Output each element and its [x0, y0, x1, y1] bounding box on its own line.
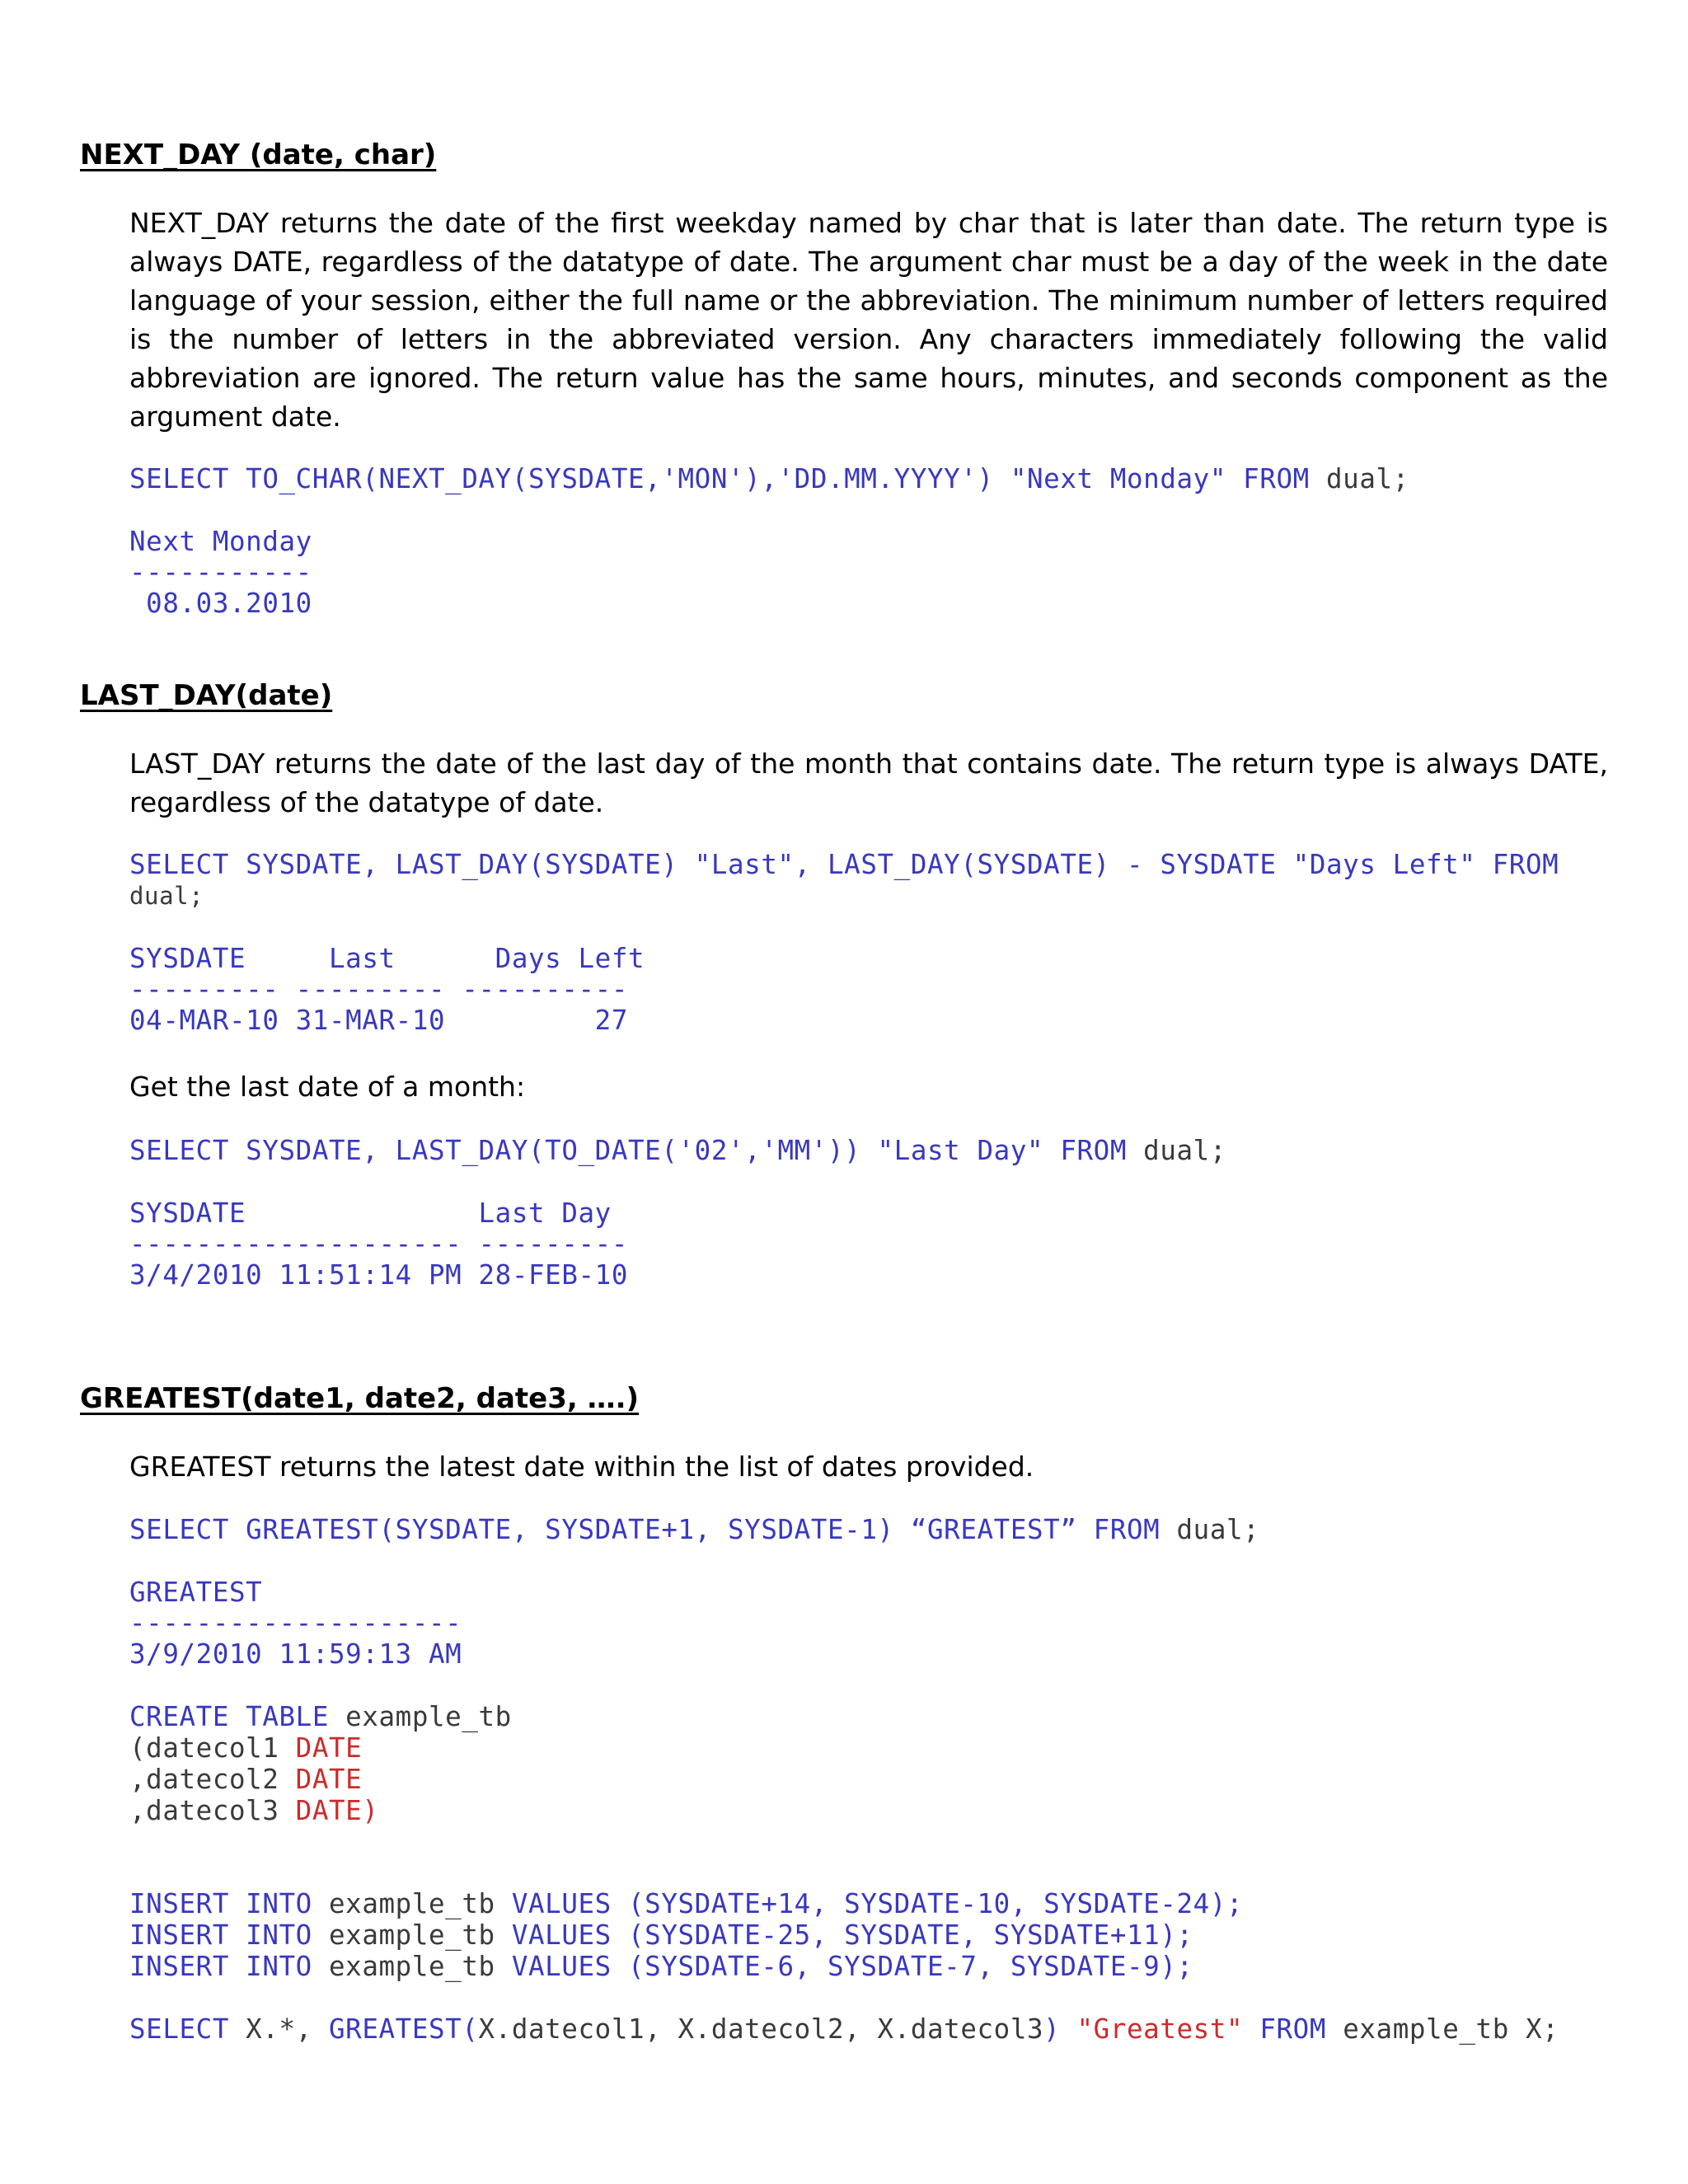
last-day-query2 — [129, 1135, 1226, 1166]
insert-line-3 — [129, 1951, 1193, 1982]
insert-values-2: (SYSDATE-25, SYSDATE, SYSDATE+11); — [611, 1919, 1193, 1951]
insert-keyword: INSERT INTO — [129, 1888, 312, 1919]
create-table-col2: ,datecol2 — [129, 1764, 296, 1795]
final-select-line — [129, 2013, 1559, 2045]
next-day-query-main: SELECT TO_CHAR(NEXT_DAY(SYSDATE,'MON'),'DD.MM.YYYY') "Next Monday" FROM — [129, 463, 1310, 494]
create-table-type: DATE — [295, 1764, 363, 1795]
create-table-line-4 — [129, 1795, 379, 1826]
insert-keyword: INSERT INTO — [129, 1951, 312, 1982]
create-table-keyword: CREATE TABLE — [129, 1701, 329, 1732]
last-day-description: LAST_DAY returns the date of the last day of the month that contains date. The return type is always DATE, regardless of the datatype of date. — [129, 748, 1608, 818]
greatest-result-header: GREATEST — [129, 1577, 263, 1608]
next-day-result-row: 08.03.2010 — [129, 588, 312, 619]
greatest-description: GREATEST returns the latest date within the list of dates provided. — [129, 1451, 1034, 1483]
final-select-alias: "Greatest" — [1076, 2013, 1244, 2045]
insert-values-keyword: VALUES — [511, 1888, 612, 1919]
next-day-query-tail: dual; — [1309, 463, 1409, 494]
create-table-type: DATE — [295, 1795, 363, 1826]
greatest-query — [129, 1514, 1259, 1545]
last-day-result-row: 04-MAR-10 31-MAR-10 27 — [129, 1005, 628, 1036]
last-day-result-header: SYSDATE Last Days Left — [129, 943, 645, 974]
create-table-line-3 — [129, 1764, 362, 1795]
greatest-result-divider: -------------------- — [129, 1607, 462, 1638]
last-day-query-tail: dual; — [129, 882, 204, 910]
last-day-result2-header: SYSDATE Last Day — [129, 1197, 612, 1229]
last-day-subtitle: Get the last date of a month: — [129, 1071, 526, 1103]
last-day-query-main: SELECT SYSDATE, LAST_DAY(SYSDATE) "Last", LAST_DAY(SYSDATE) - SYSDATE "Days Left" FROM — [129, 849, 1559, 880]
create-table-col1: (datecol1 — [129, 1732, 296, 1764]
insert-values-1: (SYSDATE+14, SYSDATE-10, SYSDATE-24); — [611, 1888, 1244, 1919]
next-day-result-header: Next Monday — [129, 526, 312, 557]
greatest-heading: GREATEST(date1, date2, date3, ….) — [80, 1382, 640, 1415]
last-day-result-divider: --------- --------- ---------- — [129, 973, 628, 1005]
insert-table: example_tb — [312, 1888, 512, 1919]
final-select-from: FROM — [1243, 2013, 1327, 2045]
create-table-line-2 — [129, 1732, 362, 1764]
create-table-name: example_tb — [329, 1701, 512, 1732]
next-day-query — [129, 463, 1409, 494]
insert-line-2 — [129, 1919, 1193, 1951]
create-table-col3: ,datecol3 — [129, 1795, 296, 1826]
final-select-xstar: X.*, — [229, 2013, 329, 2045]
final-select-keyword: SELECT — [129, 2013, 229, 2045]
insert-values-keyword: VALUES — [511, 1951, 612, 1982]
greatest-result-row: 3/9/2010 11:59:13 AM — [129, 1638, 462, 1670]
greatest-query-main: SELECT GREATEST(SYSDATE, SYSDATE+1, SYSDATE-1) “GREATEST” FROM — [129, 1514, 1160, 1545]
insert-values-keyword: VALUES — [511, 1919, 612, 1951]
last-day-result2-divider: -------------------- --------- — [129, 1228, 628, 1259]
final-select-function: GREATEST( — [329, 2013, 479, 2045]
next-day-heading: NEXT_DAY (date, char) — [80, 138, 437, 171]
greatest-query-tail: dual; — [1160, 1514, 1260, 1545]
create-table-close: ) — [362, 1795, 379, 1826]
final-select-table: example_tb X; — [1326, 2013, 1559, 2045]
last-day-heading: LAST_DAY(date) — [80, 679, 333, 712]
insert-line-1 — [129, 1888, 1243, 1919]
next-day-result-divider: ----------- — [129, 556, 312, 588]
final-select-close: ) — [1043, 2013, 1077, 2045]
insert-keyword: INSERT INTO — [129, 1919, 312, 1951]
next-day-description: NEXT_DAY returns the date of the first weekday named by char that is later than date. The return type is always DATE, regardless of the datatype of date. The argument char must be a day of the week in the date language of your session, either the full name or the abbreviation. The minimum number of letters required is the number of letters in the abbreviated version. Any characters immediately following the valid abbreviation are ignored. The return value has the same hours, minutes, and seconds component as the argument date. — [129, 207, 1608, 433]
final-select-args: X.datecol1, X.datecol2, X.datecol3 — [478, 2013, 1044, 2045]
create-table-line-1 — [129, 1701, 512, 1732]
create-table-type: DATE — [295, 1732, 363, 1764]
insert-table: example_tb — [312, 1919, 512, 1951]
insert-table: example_tb — [312, 1951, 512, 1982]
last-day-query2-main: SELECT SYSDATE, LAST_DAY(TO_DATE('02','MM')) "Last Day" FROM — [129, 1135, 1127, 1166]
insert-values-3: (SYSDATE-6, SYSDATE-7, SYSDATE-9); — [611, 1951, 1193, 1982]
last-day-result2-row: 3/4/2010 11:51:14 PM 28-FEB-10 — [129, 1259, 628, 1291]
last-day-query2-tail: dual; — [1127, 1135, 1226, 1166]
